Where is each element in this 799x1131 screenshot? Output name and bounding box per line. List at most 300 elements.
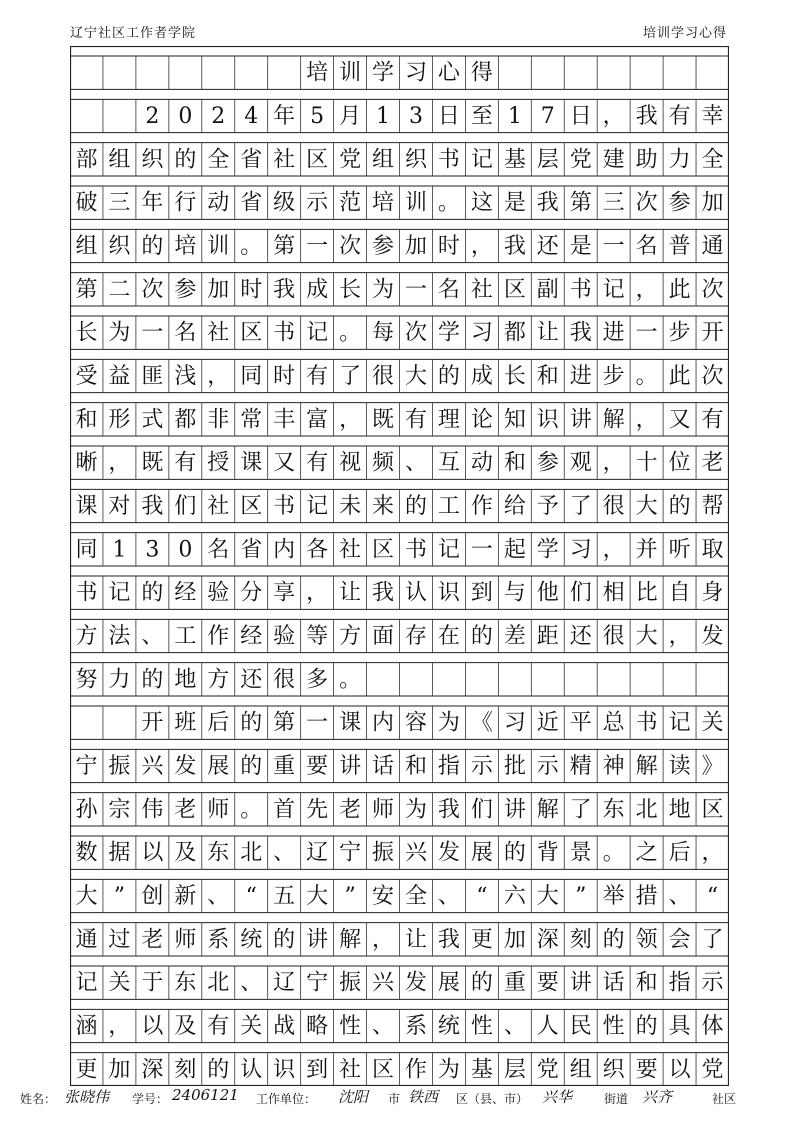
- grid-char: 次: [701, 364, 724, 389]
- grid-char: 区: [372, 537, 395, 563]
- grid-char: 部: [75, 147, 98, 173]
- grid-char: 加: [503, 927, 526, 953]
- grid-char: ，: [701, 840, 724, 866]
- grid-char: 、: [372, 1014, 395, 1039]
- grid-char: 丰: [273, 407, 296, 433]
- grid-char: 师: [372, 797, 395, 823]
- grid-char: 区: [240, 494, 263, 519]
- grid-char: 成: [470, 364, 493, 389]
- grid-char: 1: [507, 104, 522, 129]
- grid-char: 和: [503, 450, 526, 476]
- grid-char: 第: [75, 277, 98, 303]
- grid-char: 参: [174, 277, 197, 303]
- grid-char: 既: [372, 407, 395, 433]
- grid-char: 次: [141, 277, 164, 303]
- grid-char: 名: [635, 234, 658, 259]
- grid-char: 、: [240, 970, 263, 996]
- grid-char: 振: [339, 970, 362, 996]
- grid-char: 发: [404, 970, 427, 996]
- grid-char: 到: [470, 580, 493, 606]
- grid-char: 身: [701, 580, 724, 606]
- grid-char: 五: [273, 884, 296, 909]
- grid-char: 努: [75, 667, 98, 693]
- grid-char: 习: [569, 537, 592, 563]
- community-label: 社区: [712, 1092, 737, 1106]
- grid-char: 第: [273, 710, 296, 736]
- grid-char: 解: [602, 407, 625, 433]
- grid-char: 区: [240, 320, 263, 346]
- grid-char: 内: [372, 710, 395, 736]
- grid-char: 大: [536, 884, 559, 909]
- grid-char: 方: [75, 624, 98, 649]
- grid-char: 视: [339, 450, 362, 476]
- grid-char: 1: [376, 104, 391, 129]
- grid-char: 记: [602, 277, 625, 303]
- grid-char: 记: [75, 970, 98, 996]
- grid-char: 讲: [569, 970, 592, 996]
- grid-char: 东: [207, 840, 230, 866]
- grid-char: 在: [437, 624, 460, 649]
- grid-char: 有: [404, 407, 427, 433]
- text-line: [75, 884, 718, 909]
- grid-char: 还: [569, 624, 592, 649]
- grid-char: 全: [207, 147, 230, 173]
- grid-char: 层: [503, 1057, 526, 1083]
- grid-char: 的: [141, 234, 164, 259]
- grid-char: 北: [207, 970, 230, 996]
- grid-char: 深: [536, 927, 559, 953]
- grid-char: 及: [174, 840, 197, 866]
- grid-char: 名: [207, 537, 230, 563]
- grid-char: 更: [75, 1057, 98, 1083]
- grid-char: 都: [503, 320, 526, 346]
- grid-char: 通: [701, 234, 724, 259]
- grid-char: 大: [635, 494, 658, 519]
- grid-char: 话: [372, 754, 395, 779]
- grid-char: 发: [437, 840, 460, 866]
- grid-char: 统: [240, 927, 263, 953]
- grid-char: 对: [108, 494, 131, 519]
- grid-char: 存: [404, 624, 427, 649]
- grid-char: 级: [273, 190, 296, 216]
- grid-char: 来: [372, 494, 395, 519]
- grid-char: 课: [75, 494, 98, 519]
- grid-char: 验: [273, 624, 296, 649]
- grid-char: ，: [339, 407, 362, 433]
- grid-char: 范: [339, 190, 362, 216]
- grid-char: 0: [178, 537, 193, 563]
- grid-char: 记: [108, 580, 131, 606]
- grid-char: 三: [602, 190, 625, 216]
- grid-char: 认: [404, 580, 427, 606]
- grid-char: 。: [635, 364, 658, 389]
- grid-char: 区: [306, 147, 329, 173]
- grid-char: 的: [635, 1014, 658, 1039]
- grid-char: 3: [408, 104, 423, 129]
- grid-char: 很: [273, 667, 296, 693]
- grid-char: 记: [470, 147, 493, 173]
- grid-char: 系: [207, 927, 230, 953]
- grid-char: 大: [75, 884, 98, 909]
- grid-char: 还: [240, 667, 263, 693]
- grid-char: 人: [536, 1014, 559, 1039]
- grid-char: 帮: [701, 494, 724, 519]
- grid-char: 的: [470, 624, 493, 649]
- grid-char: 组: [75, 234, 98, 259]
- grid-char: 背: [536, 840, 559, 866]
- grid-char: 省: [240, 537, 263, 563]
- grid-char: 有: [306, 364, 329, 389]
- grid-char: 、: [207, 884, 230, 909]
- grid-char: 新: [174, 884, 197, 909]
- grid-char: 老: [701, 450, 724, 476]
- grid-char: 很: [602, 494, 625, 519]
- grid-char: 的: [273, 927, 296, 953]
- grid-char: 批: [503, 754, 526, 779]
- text-line: [145, 104, 723, 129]
- grid-char: 一: [470, 537, 493, 563]
- grid-char: 次: [404, 320, 427, 346]
- grid-char: 长: [75, 320, 98, 346]
- grid-char: 日: [569, 104, 592, 129]
- grid-char: 长: [339, 277, 362, 303]
- grid-char: ，: [470, 234, 493, 259]
- grid-char: 名: [174, 320, 197, 346]
- grid-char: 形: [108, 407, 131, 433]
- grid-char: 一: [404, 277, 427, 303]
- grid-char: 力: [668, 147, 691, 173]
- grid-char: 第: [569, 190, 592, 216]
- grid-char: 自: [668, 580, 691, 606]
- grid-char: 宁: [339, 840, 362, 866]
- grid-char: 发: [701, 624, 724, 649]
- grid-char: 听: [668, 537, 691, 563]
- grid-char: 系: [404, 1014, 427, 1039]
- grid-char: 此: [668, 364, 691, 389]
- grid-char: 观: [569, 450, 592, 476]
- grid-char: 我: [437, 927, 460, 953]
- grid-char: 一: [141, 320, 164, 346]
- grid-char: 和: [404, 754, 427, 779]
- grid-char: 社: [273, 147, 296, 173]
- grid-char: 指: [668, 970, 691, 996]
- grid-char: 进: [569, 364, 592, 389]
- grid-char: 4: [244, 104, 259, 129]
- grid-char: 解: [339, 927, 362, 953]
- grid-char: 起: [503, 537, 526, 563]
- grid-char: 和: [635, 970, 658, 996]
- grid-char: 差: [503, 624, 526, 649]
- grid-char: 宗: [108, 797, 131, 823]
- grid-char: 兴: [141, 754, 164, 779]
- grid-char: 近: [536, 710, 559, 736]
- grid-char: 记: [306, 320, 329, 346]
- grid-char: 让: [404, 927, 427, 953]
- grid-char: 读: [668, 754, 691, 779]
- grid-char: 习: [404, 60, 427, 86]
- grid-char: 举: [602, 884, 625, 909]
- grid-char: 党: [569, 147, 592, 173]
- grid-char: 论: [470, 407, 493, 433]
- grid-char: 。: [339, 667, 362, 693]
- grid-char: 、: [668, 884, 691, 909]
- grid-char: 频: [372, 450, 395, 476]
- grid-char: 5: [310, 104, 325, 129]
- grid-char: 加: [404, 234, 427, 259]
- grid-char: 工: [437, 494, 460, 519]
- grid-char: 以: [141, 1014, 164, 1039]
- grid-char: 建: [602, 147, 625, 173]
- grid-char: 次: [635, 190, 658, 216]
- grid-char: 参: [668, 190, 691, 216]
- grid-char: 《: [470, 710, 493, 736]
- grid-char: 3: [145, 537, 160, 563]
- grid-char: 次: [339, 234, 362, 259]
- grid-char: 时: [240, 277, 263, 303]
- grid-char: 师: [174, 927, 197, 953]
- grid-char: 大: [404, 364, 427, 389]
- grid-char: 常: [240, 407, 263, 433]
- grid-char: 党: [701, 1057, 724, 1083]
- grid-char: 很: [602, 624, 625, 649]
- grid-char: 兴: [404, 840, 427, 866]
- grid-char: 记: [306, 494, 329, 519]
- grid-char: 很: [372, 364, 395, 389]
- grid-char: 我: [141, 494, 164, 519]
- grid-char: 心: [437, 60, 460, 86]
- grid-char: 加: [701, 190, 724, 216]
- grid-char: 神: [602, 754, 625, 779]
- district-label: 区（县、市）: [456, 1092, 529, 1106]
- grid-char: 的: [141, 580, 164, 606]
- grid-char: 十: [635, 450, 658, 476]
- grid-char: 的: [668, 494, 691, 519]
- grid-char: 示: [701, 970, 724, 996]
- grid-char: 我: [273, 277, 296, 303]
- grid-char: 副: [536, 277, 559, 303]
- grid-char: 各: [306, 537, 329, 563]
- grid-char: 孙: [75, 797, 98, 823]
- grid-char: 培: [372, 190, 395, 216]
- grid-char: 学: [372, 60, 395, 86]
- grid-char: 振: [372, 840, 395, 866]
- grid-char: 深: [141, 1057, 164, 1083]
- grid-char: 作: [207, 624, 230, 649]
- grid-char: 进: [602, 320, 625, 346]
- grid-char: ，: [668, 624, 691, 649]
- grid-char: 训: [207, 234, 230, 259]
- grid-char: 认: [240, 1057, 263, 1083]
- grid-char: 之: [635, 840, 658, 866]
- grid-char: 记: [668, 710, 691, 736]
- grid-char: 到: [306, 1057, 329, 1083]
- grid-char: 比: [635, 580, 658, 606]
- grid-char: 性: [470, 1014, 493, 1039]
- grid-char: 的: [503, 840, 526, 866]
- grid-char: 织: [108, 234, 131, 259]
- grid-char: 的: [437, 364, 460, 389]
- grid-char: 老: [339, 797, 362, 823]
- grid-char: 措: [635, 884, 658, 909]
- grid-char: 一: [635, 320, 658, 346]
- grid-char: 相: [602, 580, 625, 606]
- grid-char: 我: [372, 580, 395, 606]
- grid-char: 社: [207, 494, 230, 519]
- grid-char: 书: [273, 494, 296, 519]
- grid-char: 有: [668, 104, 691, 129]
- grid-char: 7: [540, 104, 555, 129]
- grid-char: 会: [668, 927, 691, 953]
- grid-char: ，: [372, 927, 395, 953]
- grid-char: 性: [339, 1014, 362, 1039]
- grid-char: “: [245, 884, 257, 909]
- grid-char: 又: [668, 407, 691, 433]
- grid-char: 幸: [701, 104, 724, 129]
- grid-char: 的: [404, 494, 427, 519]
- grid-char: 要: [306, 754, 329, 779]
- grid-char: 动: [207, 190, 230, 216]
- text-line: [75, 971, 724, 996]
- community-value: 兴齐: [642, 1088, 673, 1106]
- grid-char: 基: [470, 1057, 493, 1083]
- grid-char: 安: [372, 884, 395, 909]
- grid-char: 重: [503, 970, 526, 996]
- grid-char: 更: [470, 927, 493, 953]
- grid-char: 0: [178, 104, 193, 129]
- grid-char: 参: [536, 450, 559, 476]
- grid-char: 富: [306, 407, 329, 433]
- grid-char: 的: [207, 1057, 230, 1083]
- grid-char: 大: [635, 624, 658, 649]
- grid-char: 为: [372, 277, 395, 303]
- grid-char: 涵: [75, 1014, 98, 1039]
- grid-char: 辽: [306, 840, 329, 866]
- grid-char: 工: [174, 624, 197, 649]
- grid-char: 、: [437, 884, 460, 909]
- grid-char: 成: [306, 277, 329, 303]
- grid-char: 内: [273, 537, 296, 563]
- grid-char: 后: [668, 840, 691, 866]
- grid-char: 、: [141, 624, 164, 649]
- grid-char: 兴: [372, 970, 395, 996]
- grid-char: 有: [207, 1014, 230, 1039]
- grid-char: 一: [602, 234, 625, 259]
- grid-char: 学: [536, 537, 559, 563]
- grid-char: 时: [273, 364, 296, 389]
- grid-char: “: [706, 884, 719, 909]
- grid-char: 。: [602, 840, 625, 866]
- grid-char: 关: [701, 710, 724, 736]
- grid-char: 据: [108, 840, 131, 866]
- grid-char: 普: [668, 234, 691, 259]
- grid-char: 全: [404, 884, 427, 909]
- grid-char: 他: [536, 580, 559, 606]
- grid-char: 加: [207, 277, 230, 303]
- grid-char: 织: [141, 147, 164, 173]
- grid-char: 的: [240, 754, 263, 779]
- grid-char: 第: [273, 234, 296, 259]
- grid-char: 作: [470, 494, 493, 519]
- street-label: 街道: [604, 1092, 629, 1106]
- grid-char: ，: [108, 1014, 131, 1039]
- grid-char: 们: [174, 494, 197, 519]
- grid-char: 、: [273, 840, 296, 866]
- grid-char: 平: [569, 710, 592, 736]
- grid-char: 于: [141, 970, 164, 996]
- grid-char: 晰: [75, 450, 98, 476]
- grid-char: 2: [145, 104, 160, 129]
- grid-char: 受: [75, 364, 98, 389]
- grid-char: 党: [536, 1057, 559, 1083]
- grid-char: 的: [240, 710, 263, 736]
- grid-char: 及: [174, 1014, 197, 1039]
- grid-char: 的: [602, 927, 625, 953]
- grid-char: 北: [635, 797, 658, 823]
- id-value: 2406121: [172, 1086, 239, 1104]
- grid-char: 法: [108, 624, 131, 649]
- grid-char: 讲: [339, 754, 362, 779]
- grid-char: 的: [174, 147, 197, 173]
- grid-char: 益: [108, 364, 131, 389]
- grid-char: 享: [273, 580, 296, 606]
- grid-char: 示: [470, 754, 493, 779]
- grid-char: 予: [536, 494, 559, 519]
- grid-char: 习: [470, 320, 493, 346]
- grid-char: 距: [536, 624, 559, 649]
- grid-char: 社: [470, 277, 493, 303]
- grid-char: 展: [207, 754, 230, 779]
- grid-char: 日: [437, 104, 460, 129]
- grid-char: 这: [470, 190, 493, 216]
- grid-char: 匪: [141, 364, 164, 389]
- grid-char: 党: [339, 147, 362, 173]
- grid-char: 得: [470, 60, 493, 86]
- grid-char: 给: [503, 494, 526, 519]
- grid-char: 书: [404, 537, 427, 563]
- grid-char: 破: [75, 190, 98, 216]
- grid-char: 未: [339, 494, 362, 519]
- grid-char: 话: [602, 970, 625, 996]
- grid-char: 为: [108, 320, 131, 346]
- grid-char: 东: [174, 970, 197, 996]
- grid-char: 伟: [141, 797, 164, 823]
- grid-char: 宁: [306, 970, 329, 996]
- grid-char: 们: [569, 580, 592, 606]
- grid-char: 为: [437, 710, 460, 736]
- grid-char: 让: [339, 580, 362, 606]
- grid-char: 基: [503, 147, 526, 173]
- grid-char: 作: [404, 1057, 427, 1083]
- header-left: 辽宁社区工作者学院: [70, 26, 197, 41]
- grid-char: 取: [701, 537, 724, 563]
- grid-char: 省: [240, 147, 263, 173]
- grid-char: 区: [701, 797, 724, 823]
- grid-char: 验: [207, 580, 230, 606]
- grid-char: 区: [503, 277, 526, 303]
- grid-char: 时: [437, 234, 460, 259]
- grid-char: 数: [75, 840, 98, 866]
- grid-char: 我: [536, 190, 559, 216]
- grid-char: 有: [174, 450, 197, 476]
- grid-char: 分: [240, 580, 263, 606]
- grid-char: 区: [372, 1057, 395, 1083]
- grid-char: 一: [306, 234, 329, 259]
- grid-char: 们: [470, 797, 493, 823]
- grid-char: 月: [339, 104, 362, 129]
- grid-char: 书: [75, 580, 98, 606]
- grid-char: 多: [306, 667, 329, 693]
- grid-char: 以: [141, 840, 164, 866]
